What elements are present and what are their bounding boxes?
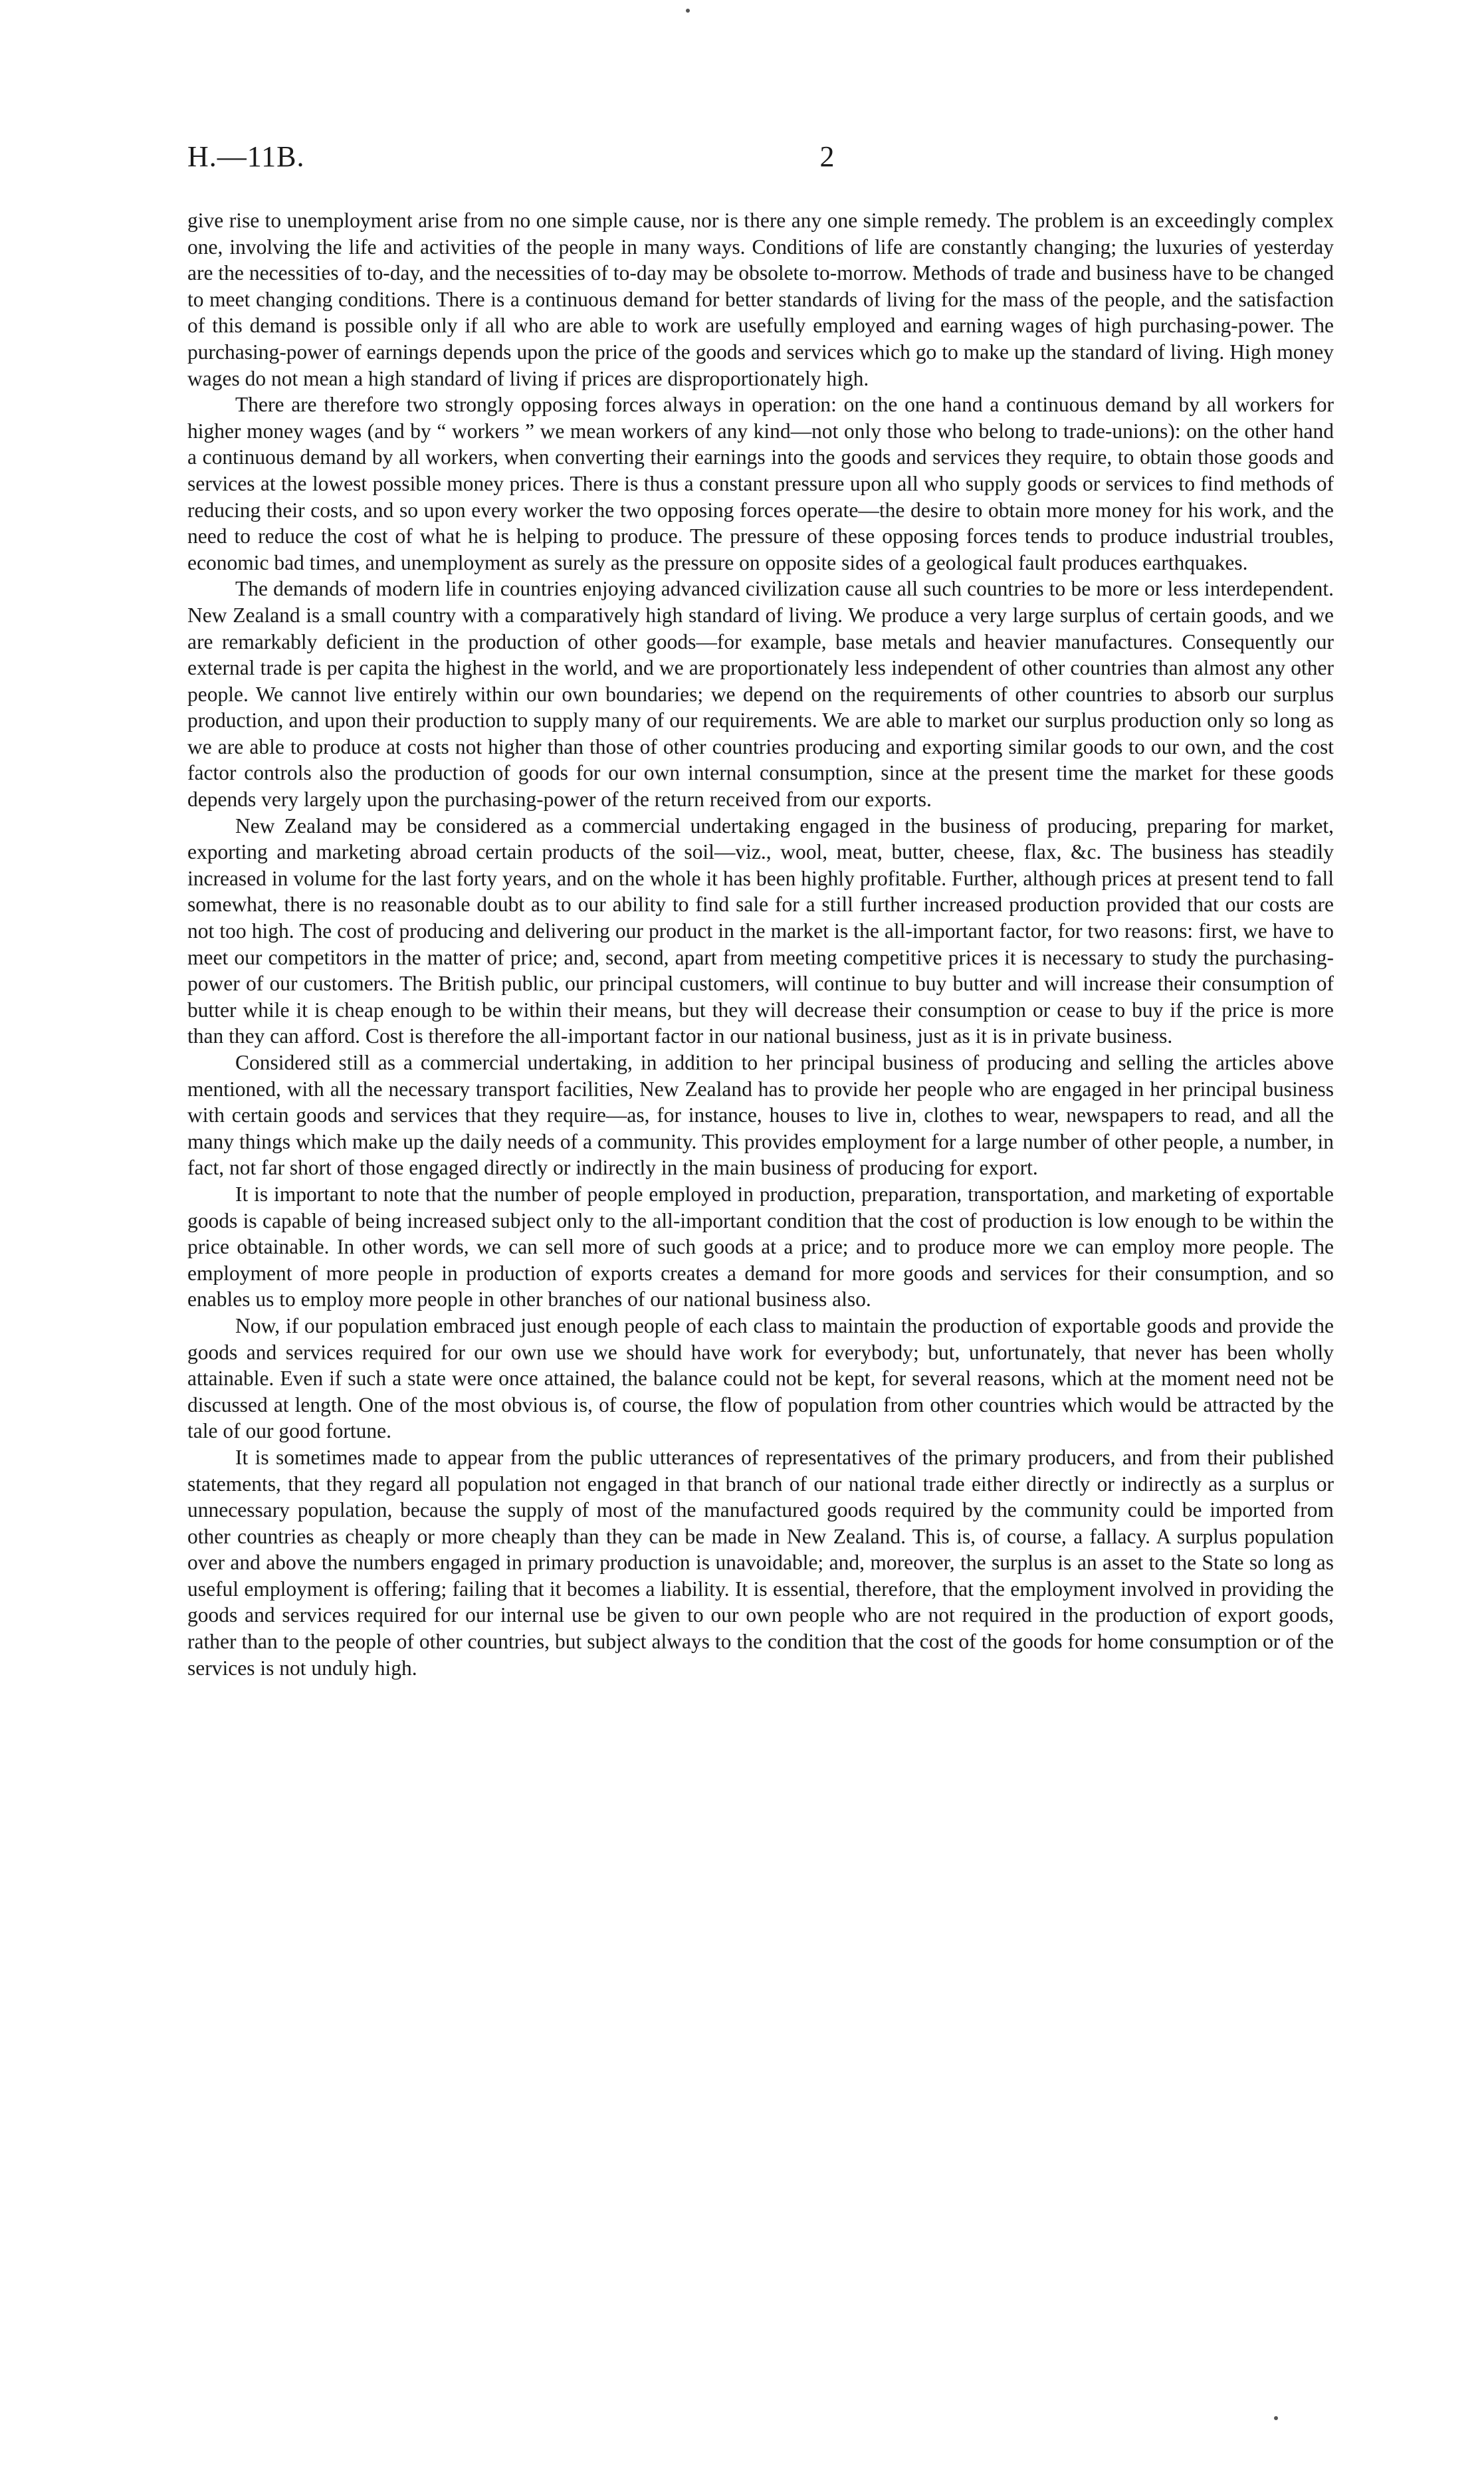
paragraph: Considered still as a commercial undertaking, in addition to her principal business of producing and selling the articles above mentioned, with all the necessary transport facilities, New Zealand has to provide her people who are engaged in her principal business with certain goods and services that they require—as, for instance, houses to live in, clothes to wear, newspapers to read, and all the many things which make up the daily needs of a community. This provides employment for a large number of other people, a number, in fact, not far short of those engaged directly or indirectly in the main business of producing for export. xyxy=(187,1051,1334,1180)
paragraph: give rise to unemployment arise from no one simple cause, nor is there any one simple remedy. The problem is an exceedingly complex one, involving the life and activities of the people in many ways. Conditions of life are constantly changing; the luxuries of yesterday are the necessities of to-day, and the necessities of to-day may be obsolete to-morrow. Methods of trade and business have to be changed to meet changing conditions. There is a continuous demand for better standards of living for the mass of the people, and the satisfaction of this demand is possible only if all who are able to work are usefully employed and earning wages of high purchasing-power. The purchasing-power of earnings depends upon the price of the goods and services which go to make up the standard of living. High money wages do not mean a high standard of living if prices are disproportionately high. xyxy=(187,209,1334,390)
paragraph: It is important to note that the number of people employed in production, preparation, transportation, and marketing of exportable goods is capable of being increased subject only to the all-important condition that the cost of production is low enough to be within the price obtainable. In other words, we can sell more of such goods at a price; and to produce more we can employ more people. The employment of more people in production of exports creates a demand for more goods and services for their consumption, and so enables us to employ more people in other branches of our national business also. xyxy=(187,1182,1334,1311)
paragraph: New Zealand may be considered as a commercial undertaking engaged in the business of producing, preparing for market, exporting and marketing abroad certain products of the soil—viz., wool, meat, butter, cheese, flax, &c. The business has steadily increased in volume for the last forty years, and on the whole it has been highly profitable. Further, although prices at present tend to fall somewhat, there is no reasonable doubt as to our ability to find sale for a still further increased production provided that our costs are not too high. The cost of producing and delivering our product in the market is the all-important factor, for two reasons: first, we have to meet our competitors in the matter of price; and, second, apart from meeting competitive prices it is necessary to study the purchasing-power of our customers. The British public, our principal customers, will continue to buy butter and will increase their consumption of butter while it is cheap enough to be within their means, but they will decrease their consumption or cease to buy if the price is more than they can afford. Cost is therefore the all-important factor in our national business, just as it is in private business. xyxy=(187,814,1334,1048)
paragraph: Now, if our population embraced just enough people of each class to maintain the production of exportable goods and provide the goods and services required for our own use we should have work for everybody; but, unfortunately, that never has been wholly attainable. Even if such a state were once attained, the balance could not be kept, for several reasons, which at the moment need not be discussed at length. One of the most obvious is, of course, the flow of population from other countries which would be attracted by the tale of our good fortune. xyxy=(187,1313,1334,1443)
document-reference: H.—11B. xyxy=(187,140,305,173)
paragraph: There are therefore two strongly opposing forces always in operation: on the one hand a continuous demand by all workers for higher money wages (and by “ workers ” we mean workers of any kind—not only those who belong to trade-unions): on the other hand a continuous demand by all workers, when converting their earnings into the goods and services they require, to obtain those goods and services at the lowest possible money prices. There is thus a constant pressure upon all who supply goods or services to find methods of reducing their costs, and so upon every worker the two opposing forces operate—the desire to obtain more money for his work, and the need to reduce the cost of what he is helping to produce. The pressure of these opposing forces tends to produce industrial troubles, economic bad times, and unemployment as surely as the pressure on opposite sides of a geological fault produces earthquakes. xyxy=(187,393,1334,574)
paragraph: It is sometimes made to appear from the public utterances of representatives of the primary producers, and from their published statements, that they regard all population not engaged in that branch of our national trade either directly or indirectly as a surplus or unnecessary population, because the supply of most of the manufactured goods required by the community could be imported from other countries as cheaply or more cheaply than they can be made in New Zealand. This is, of course, a fallacy. A surplus population over and above the numbers engaged in primary production is unavoidable; and, moreover, the surplus is an asset to the State so long as useful employment is offering; failing that it becomes a liability. It is essential, therefore, that the employment involved in providing the goods and services required for our internal use be given to our own people who are not required in the production of export goods, rather than to the people of other countries, but subject always to the condition that the cost of the goods for home consumption or of the services is not unduly high. xyxy=(187,1445,1334,1680)
paragraph: The demands of modern life in countries enjoying advanced civilization cause all such countries to be more or less interdependent. New Zealand is a small country with a comparatively high standard of living. We produce a very large surplus of certain goods, and we are remarkably deficient in the production of other goods—for example, base metals and heavier manufactures. Consequently our external trade is per capita the highest in the world, and we are proportionately less independent of other countries than almost any other people. We cannot live entirely within our own boundaries; we depend on the requirements of other countries to absorb our surplus production, and upon their production to supply many of our requirements. We are able to market our surplus production only so long as we are able to produce at costs not higher than those of other countries producing and exporting similar goods to our own, and the cost factor controls also the production of goods for our own internal consumption, since at the present time the market for these goods depends very largely upon the purchasing-power of the return received from our exports. xyxy=(187,577,1334,812)
page-number: 2 xyxy=(819,140,835,173)
